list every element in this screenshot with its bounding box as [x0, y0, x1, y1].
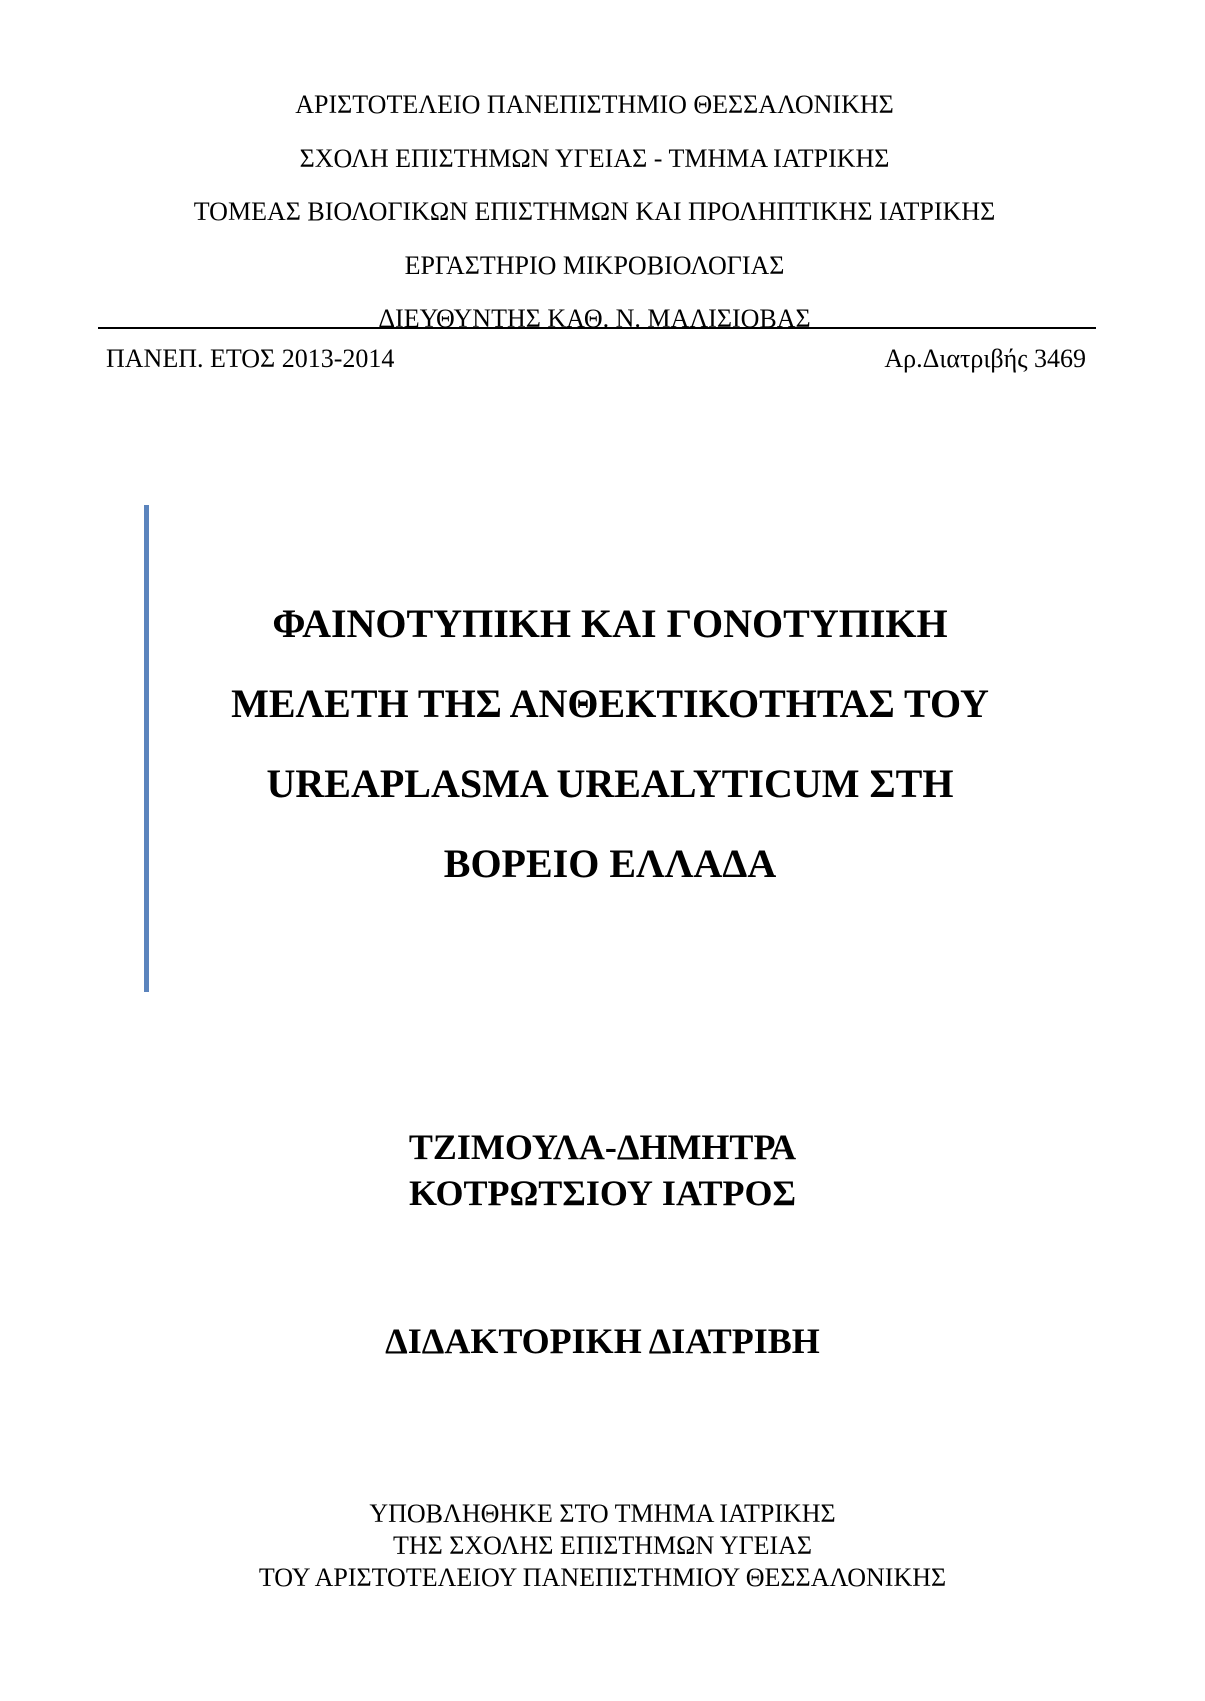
submission-line-2: ΤΗΣ ΣΧΟΛΗΣ ΕΠΙΣΤΗΜΩΝ ΥΓΕΙΑΣ [392, 1531, 813, 1560]
title-line-4: ΒΟΡΕΙΟ ΕΛΛΑΔΑ [443, 841, 777, 886]
title-line-3: UREAPLASMA UREALYTICUM ΣΤΗ [266, 761, 954, 806]
title-line-2: ΜΕΛΕΤΗ ΤΗΣ ΑΝΘΕΚΤΙΚΟΤΗΤΑΣ ΤΟΥ [231, 681, 989, 726]
thesis-title [160, 584, 1060, 904]
submission-line-1: ΥΠΟΒΛΗΘΗΚΕ ΣΤΟ ΤΜΗΜΑ ΙΑΤΡΙΚΗΣ [369, 1499, 836, 1528]
title-line-1: ΦΑΙΝΟΤΥΠΙΚΗ ΚΑΙ ΓΟΝΟΤΥΠΙΚΗ [272, 601, 948, 646]
institution-header [0, 78, 1197, 346]
header-divider [98, 327, 1096, 329]
author-first-name: ΤΖΙΜΟΥΛΑ-ΔΗΜΗΤΡΑ [408, 1127, 797, 1167]
laboratory-name: ΕΡΓΑΣΤΗΡΙΟ ΜΙΚΡΟΒΙΟΛΟΓΙΑΣ [404, 250, 785, 280]
author-surname-title: ΚΟΤΡΩΤΣΙΟΥ ΙΑΤΡΟΣ [409, 1173, 796, 1213]
thesis-number: Αρ.Διατριβής 3469 [884, 344, 1086, 373]
sector-name: ΤΟΜΕΑΣ ΒΙΟΛΟΓΙΚΩΝ ΕΠΙΣΤΗΜΩΝ ΚΑΙ ΠΡΟΛΗΠΤΙΚΗΣ ΙΑΤΡΙΚΗΣ [193, 197, 996, 226]
academic-year: ΠΑΝΕΠ. ΕΤΟΣ 2013-2014 [106, 344, 395, 373]
author [0, 1124, 1205, 1216]
submission-note [0, 1498, 1205, 1594]
submission-line-3: ΤΟΥ ΑΡΙΣΤΟΤΕΛΕΙΟΥ ΠΑΝΕΠΙΣΤΗΜΙΟΥ ΘΕΣΣΑΛΟΝΙΚΗΣ [258, 1563, 947, 1592]
school-department: ΣΧΟΛΗ ΕΠΙΣΤΗΜΩΝ ΥΓΕΙΑΣ - ΤΜΗΜΑ ΙΑΤΡΙΚΗΣ [299, 143, 890, 173]
university-name: ΑΡΙΣΤΟΤΕΛΕΙΟ ΠΑΝΕΠΙΣΤΗΜΙΟ ΘΕΣΣΑΛΟΝΙΚΗΣ [295, 90, 894, 119]
thesis-type: ΔΙΔΑΚΤΟΡΙΚΗ ΔΙΑΤΡΙΒΗ [385, 1321, 820, 1361]
title-accent-bar [144, 505, 149, 992]
director-name: ΔΙΕΥΘΥΝΤΗΣ ΚΑΘ. Ν. ΜΑΛΙΣΙΟΒΑΣ [378, 304, 811, 333]
